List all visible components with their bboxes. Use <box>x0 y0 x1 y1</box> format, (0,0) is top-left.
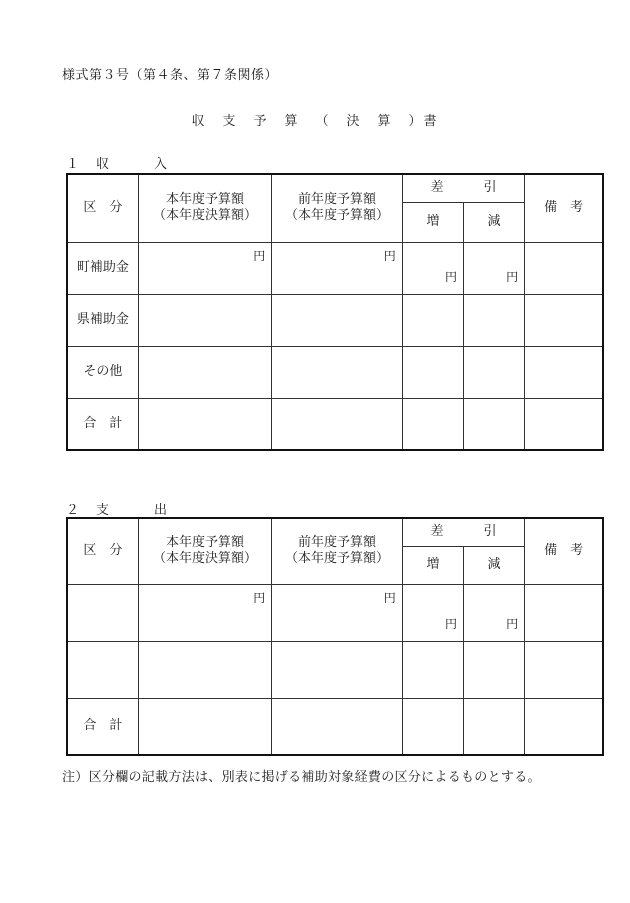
header-decrease: 減 <box>463 546 524 584</box>
header-diff-char: 引 <box>483 180 497 196</box>
table-row <box>67 584 603 641</box>
title-char: 算 <box>284 114 300 129</box>
cell-increase[interactable] <box>402 398 463 450</box>
header-increase: 増 <box>402 546 463 584</box>
expenditure-section-heading <box>66 499 206 517</box>
header-current-budget <box>138 174 271 242</box>
cell-increase[interactable] <box>402 698 463 755</box>
form-number: 様式第３号（第４条、第７条関係） <box>62 68 279 83</box>
cell-decrease[interactable] <box>463 242 524 294</box>
unit-yen: 円 <box>383 248 396 263</box>
cell-previous[interactable] <box>272 584 402 641</box>
title-char: 収 <box>191 114 207 129</box>
section-label-char: 入 <box>154 157 168 172</box>
section-label-char: 支 <box>96 503 110 518</box>
cell-previous[interactable] <box>272 242 402 294</box>
header-difference <box>402 518 524 546</box>
cell-current[interactable] <box>138 294 271 346</box>
unit-yen: 円 <box>506 616 519 631</box>
cell-decrease[interactable] <box>463 584 524 641</box>
row-category: その他 <box>67 346 138 398</box>
cell-decrease[interactable] <box>463 346 524 398</box>
header-remarks: 備 考 <box>525 518 603 584</box>
cell-decrease[interactable] <box>463 294 524 346</box>
row-category: 合 計 <box>67 398 138 450</box>
footnote: 注）区分欄の記載方法は、別表に掲げる補助対象経費の区分によるものとする。 <box>62 770 541 785</box>
title-char: 算 <box>377 114 393 129</box>
title-char: ）書 <box>408 114 439 129</box>
cell-current[interactable] <box>138 641 271 698</box>
table-row-total <box>67 698 603 755</box>
section-number: ２ <box>66 503 80 518</box>
unit-yen: 円 <box>444 616 457 631</box>
cell-decrease[interactable] <box>463 698 524 755</box>
cell-increase[interactable] <box>402 346 463 398</box>
section-label-char: 収 <box>96 157 110 172</box>
unit-yen: 円 <box>383 590 396 605</box>
header-diff-char: 差 <box>430 180 444 196</box>
cell-decrease[interactable] <box>463 398 524 450</box>
cell-previous[interactable] <box>272 641 402 698</box>
cell-remarks[interactable] <box>525 242 603 294</box>
row-category: 合 計 <box>67 698 138 755</box>
cell-remarks[interactable] <box>525 584 603 641</box>
cell-current[interactable] <box>138 398 271 450</box>
header-line: （本年度決算額） <box>153 208 258 224</box>
unit-yen: 円 <box>444 269 457 284</box>
cell-remarks[interactable] <box>525 294 603 346</box>
header-remarks: 備 考 <box>525 174 603 242</box>
header-difference <box>402 174 524 202</box>
header-diff-char: 差 <box>430 524 444 540</box>
table-row <box>67 346 603 398</box>
cell-current[interactable] <box>138 584 271 641</box>
table-row <box>67 294 603 346</box>
title-char: 決 <box>346 114 362 129</box>
table-row-total <box>67 398 603 450</box>
cell-remarks[interactable] <box>525 346 603 398</box>
header-decrease: 減 <box>463 202 524 242</box>
unit-yen: 円 <box>253 590 266 605</box>
income-table <box>66 173 604 451</box>
row-category: 町補助金 <box>67 242 138 294</box>
cell-current[interactable] <box>138 242 271 294</box>
cell-remarks[interactable] <box>525 698 603 755</box>
cell-increase[interactable] <box>402 242 463 294</box>
income-section-heading <box>66 153 206 171</box>
header-current-budget <box>138 518 271 584</box>
document-title <box>0 110 630 129</box>
cell-remarks[interactable] <box>525 398 603 450</box>
cell-increase[interactable] <box>402 641 463 698</box>
title-char: 支 <box>222 114 238 129</box>
cell-increase[interactable] <box>402 584 463 641</box>
cell-remarks[interactable] <box>525 641 603 698</box>
header-diff-char: 引 <box>483 524 497 540</box>
header-category: 区 分 <box>67 518 138 584</box>
unit-yen: 円 <box>506 269 519 284</box>
table-row <box>67 242 603 294</box>
cell-previous[interactable] <box>272 398 402 450</box>
table-row <box>67 641 603 698</box>
section-label-char: 出 <box>154 503 168 518</box>
cell-current[interactable] <box>138 698 271 755</box>
expenditure-table <box>66 517 604 756</box>
cell-current[interactable] <box>138 346 271 398</box>
cell-previous[interactable] <box>272 294 402 346</box>
header-line: 本年度予算額 <box>166 192 245 208</box>
cell-previous[interactable] <box>272 698 402 755</box>
header-increase: 増 <box>402 202 463 242</box>
header-line: （本年度予算額） <box>284 551 389 567</box>
header-previous-budget <box>272 518 402 584</box>
header-previous-budget <box>272 174 402 242</box>
title-char: （ <box>315 114 331 129</box>
section-number: １ <box>66 157 80 172</box>
cell-increase[interactable] <box>402 294 463 346</box>
header-line: 本年度予算額 <box>166 535 245 551</box>
unit-yen: 円 <box>253 248 266 263</box>
cell-previous[interactable] <box>272 346 402 398</box>
header-line: 前年度予算額 <box>297 192 376 208</box>
header-line: （本年度予算額） <box>284 208 389 224</box>
cell-decrease[interactable] <box>463 641 524 698</box>
header-line: 前年度予算額 <box>297 535 376 551</box>
header-line: （本年度決算額） <box>153 551 258 567</box>
header-category: 区 分 <box>67 174 138 242</box>
row-category[interactable] <box>67 584 138 641</box>
title-char: 予 <box>253 114 269 129</box>
row-category: 県補助金 <box>67 294 138 346</box>
row-category[interactable] <box>67 641 138 698</box>
